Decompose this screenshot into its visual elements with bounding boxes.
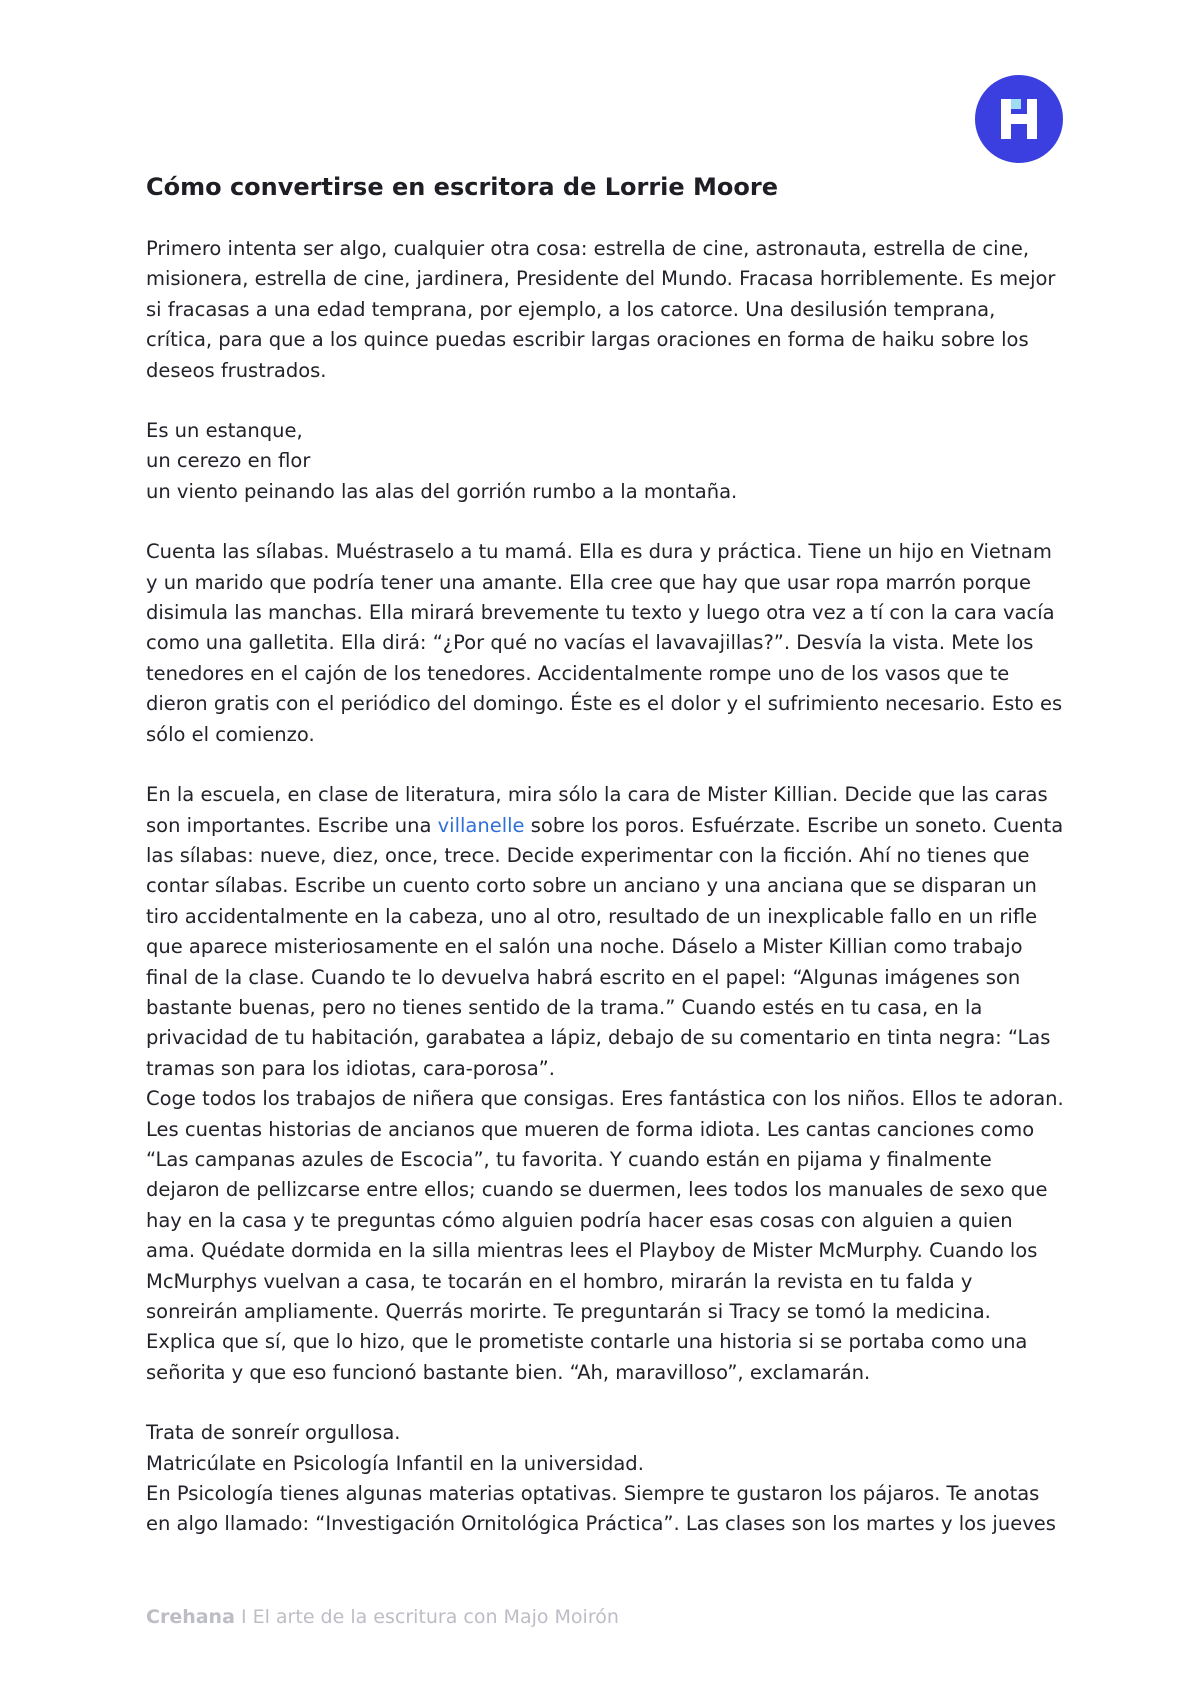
paragraph-text: sobre los poros. Esfuérzate. Escribe un soneto. Cuenta las sílabas: nueve, diez, once, trece. Decide experimentar con la ficción. Ahí no tienes que contar sílabas. Escribe un cuento corto sobre un anciano y una anciana que se disparan un tiro accidentalmente en la cabeza, uno al otro, resultado de un inexplicable fallo en un rifle que aparece misteriosamente en el salón una noche. Dáselo a Mister Killian como trabajo final de la clase. Cuando te lo devuelva habrá escrito en el papel: “Algunas imágenes son bastante buenas, pero no tienes sentido de la trama.” Cuando estés en tu casa, en la privacidad de tu habitación, garabatea a lápiz, debajo de su comentario en tinta negra: “Las tramas son para los idiotas, cara-porosa”. [146, 813, 1064, 1080]
paragraph-mother: Cuenta las sílabas. Muéstraselo a tu mamá. Ella es dura y práctica. Tiene un hijo en Vietnam y un marido que podría tener una amante. Ella cree que hay que usar ropa marrón porque disimula las manchas. Ella mirará brevemente tu texto y luego otra vez a tí con la cara vacía como una galletita. Ella dirá: “¿Por qué no vacías el lavavajillas?”. Desvía la vista. Mete los tenedores en el cajón de los tenedores. Accidentalmente rompe uno de los vasos que te dieron gratis con el periódico del domingo. Éste es el dolor y el sufrimiento necesario. Esto es sólo el comienzo. [146, 540, 1063, 746]
paragraph-university [146, 1418, 1066, 1540]
haiku-line: un viento peinando las alas del gorrión rumbo a la montaña. [146, 479, 738, 503]
paragraph-babysitting: Coge todos los trabajos de niñera que consigas. Eres fantástica con los niños. Ellos te adoran. Les cuentas historias de ancianos que mueren de forma idiota. Les cantas canciones como “Las campanas azules de Escocia”, tu favorita. Y cuando están en pijama y finalmente dejaron de pellizcarse entre ellos; cuando se duermen, lees todos los manuales de sexo que hay en la casa y te preguntas cómo alguien podría hacer esas cosas con alguien a quien ama. Quédate dormida en la silla mientras lees el Playboy de Mister McMurphy. Cuando los McMurphys vuelvan a casa, te tocarán en el hombro, mirarán la revista en tu falda y sonreirán ampliamente. Querrás morirte. Te preguntarán si Tracy se tomó la medicina. Explica que sí, que lo hizo, que le prometiste contarle una historia si se portaba como una señorita y que eso funcionó bastante bien. “Ah, maravilloso”, exclamarán. [146, 1087, 1064, 1384]
haiku-line: Es un estanque, [146, 419, 303, 443]
footer-brand: Crehana [146, 1606, 235, 1628]
page-footer [146, 1604, 619, 1630]
page-title: Cómo convertirse en escritora de Lorrie Moore [146, 173, 778, 201]
footer-text: I El arte de la escritura con Majo Moirón [234, 1606, 619, 1628]
paragraph-intro: Primero intenta ser algo, cualquier otra cosa: estrella de cine, astronauta, estrella de cine, misionera, estrella de cine, jardinera, Presidente del Mundo. Fracasa horriblemente. Es mejor si fracasas a una edad temprana, por ejemplo, a los catorce. Una desilusión temprana, crítica, para que a los quince puedas escribir largas oraciones en forma de haiku sobre los deseos frustrados. [146, 237, 1056, 382]
crehana-logo-icon [975, 75, 1063, 163]
document-body [146, 170, 1066, 1540]
text-line: En Psicología tienes algunas materias optativas. Siempre te gustaron los pájaros. Te anotas en algo llamado: “Investigación Ornitológica Práctica”. Las clases son los martes y los jueves [146, 1482, 1056, 1536]
text-line: Trata de sonreír orgullosa. [146, 1421, 401, 1445]
text-line: Matricúlate en Psicología Infantil en la universidad. [146, 1451, 644, 1475]
villanelle-link[interactable]: villanelle [437, 813, 525, 837]
haiku-line: un cerezo en flor [146, 449, 311, 473]
haiku [146, 416, 1066, 507]
paragraph-school [146, 780, 1066, 1084]
paragraph-text: En la escuela, en clase de literatura, mira sólo la cara de Mister Killian. Decide que las caras son importantes. Escribe una [146, 783, 1048, 837]
